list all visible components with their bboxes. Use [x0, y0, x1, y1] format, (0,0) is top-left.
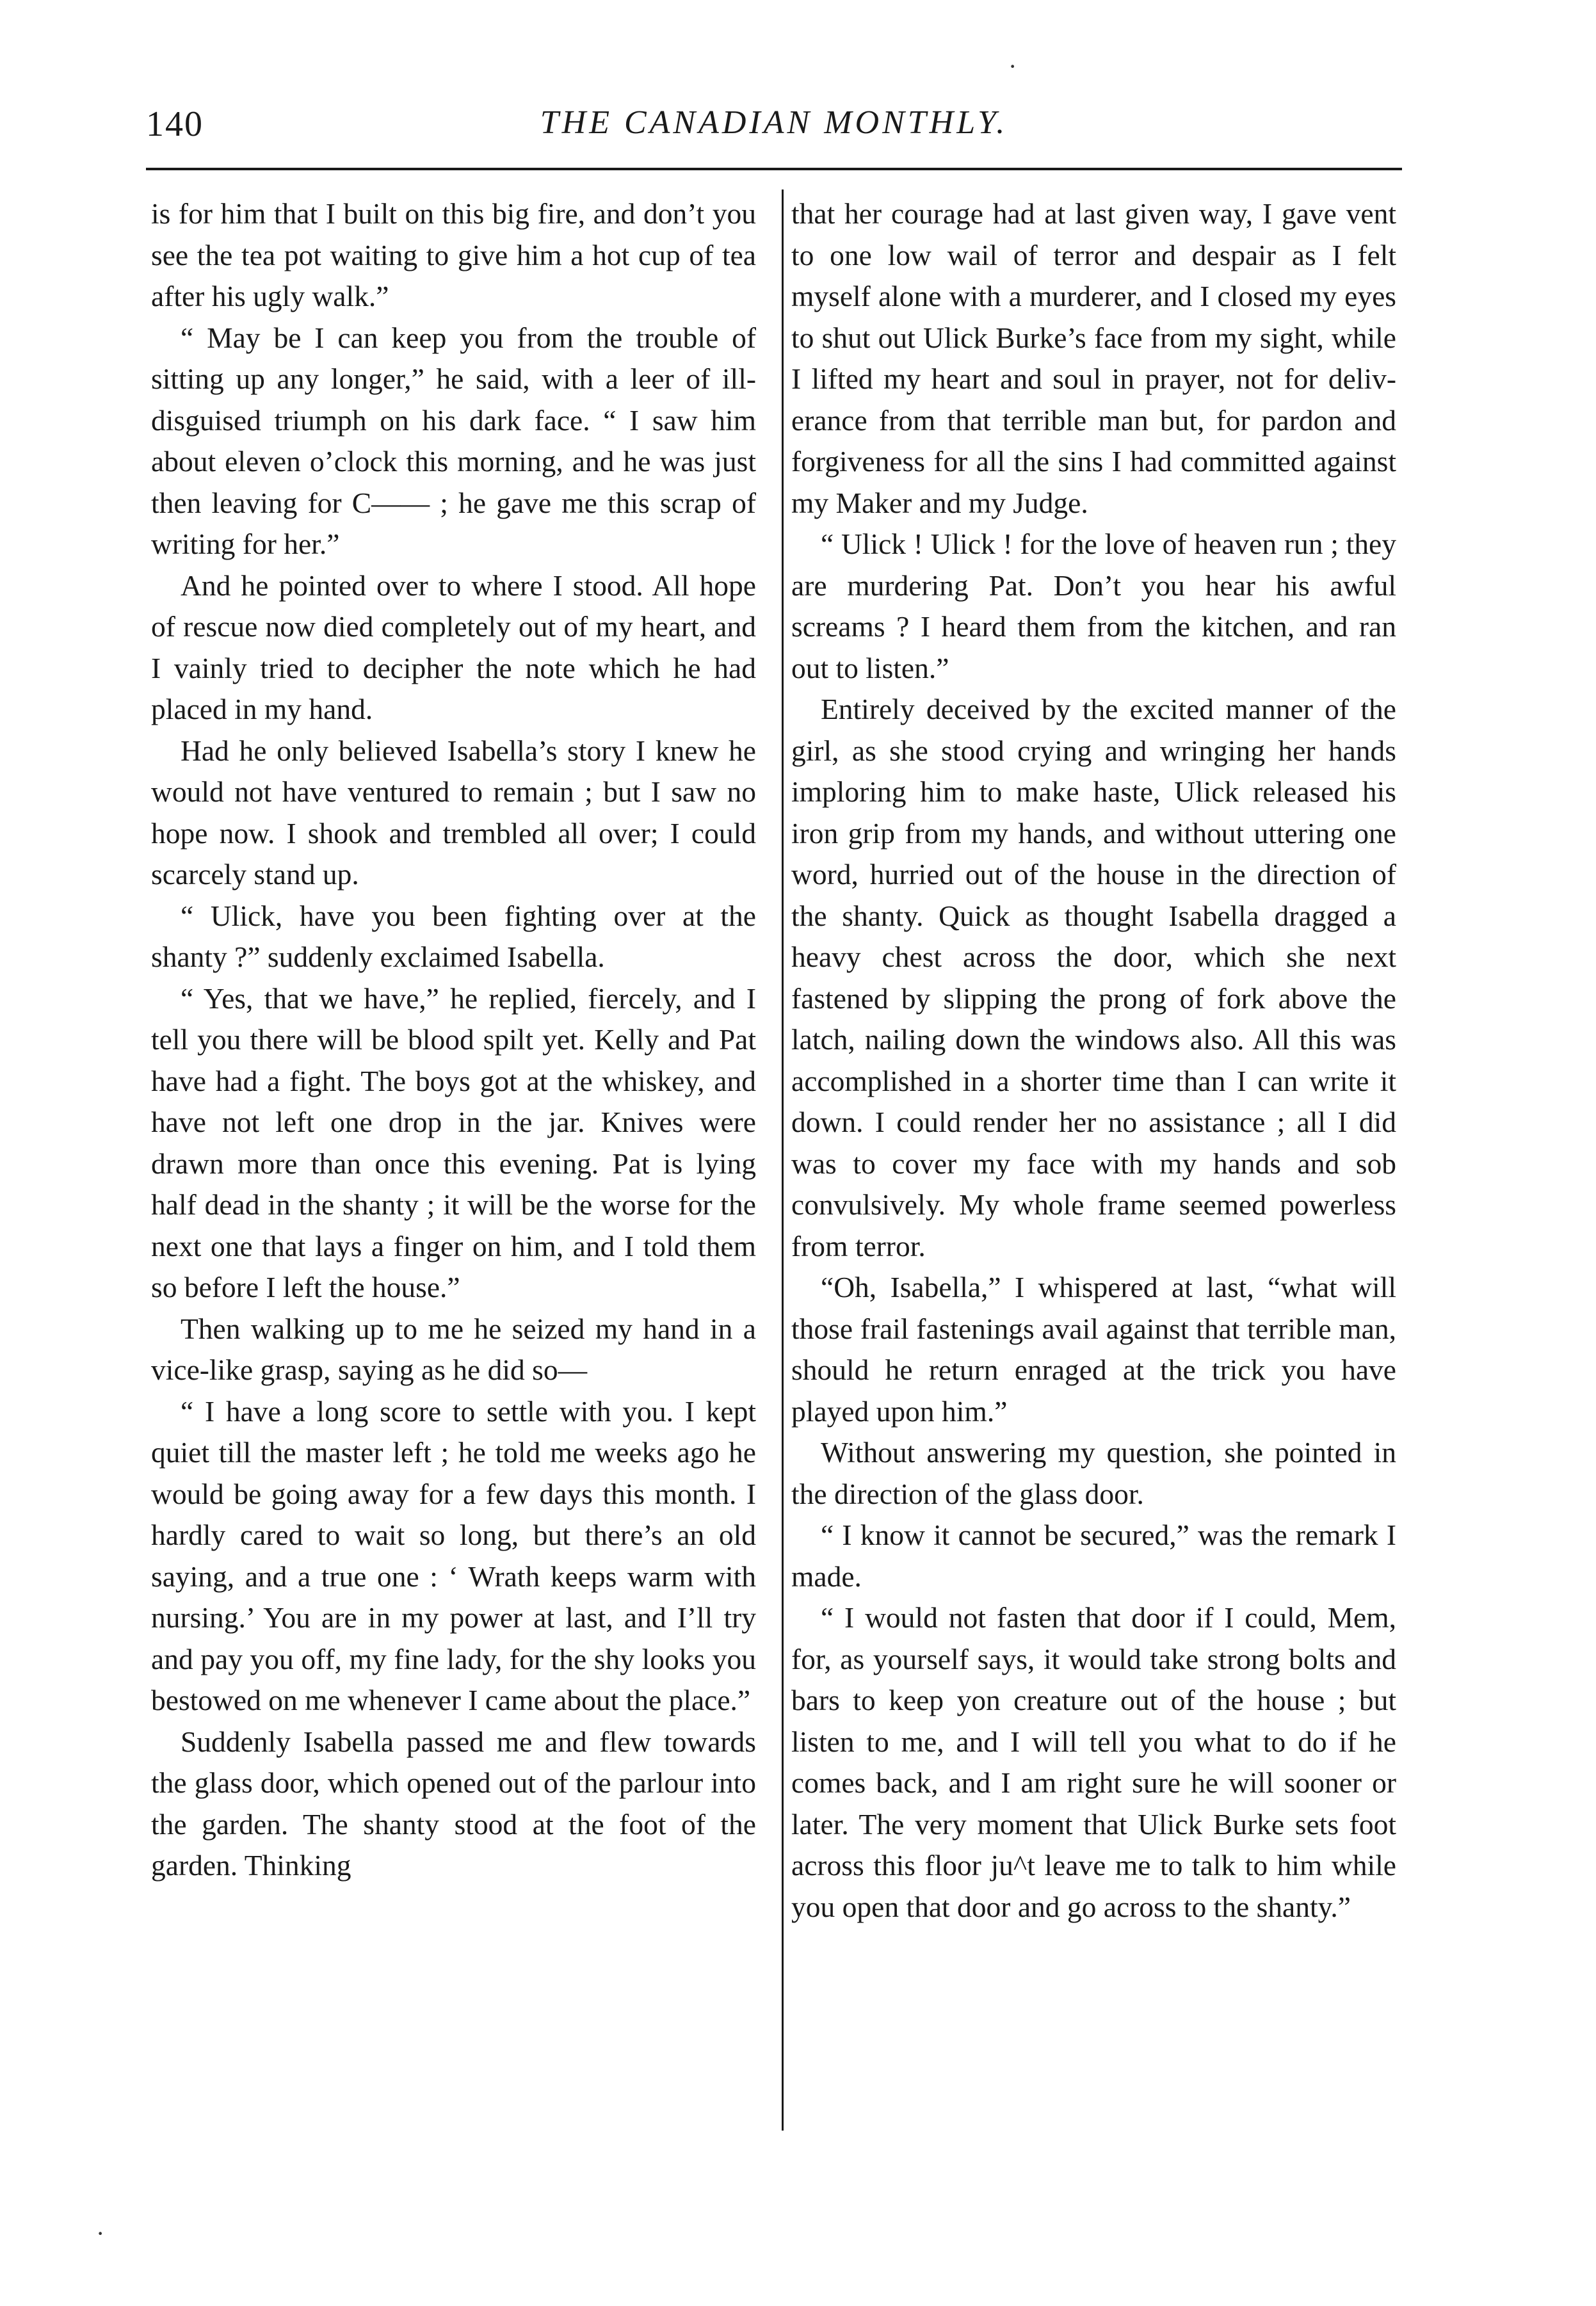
paragraph: “ Ulick, have you been fighting over at the shanty ?” suddenly exclaimed Isabella.	[151, 899, 756, 973]
header-rule	[146, 168, 1402, 170]
paragraph: Suddenly Isabella passed me and flew towards the glass door, which opened out of the parlour into the garden. The shanty stood at the foot of the garden. Thinking	[151, 1725, 756, 1882]
paragraph: “ I know it cannot be secured,” was the remark I made.	[791, 1519, 1396, 1593]
left-column	[151, 193, 756, 1887]
print-speck: ·	[1008, 52, 1017, 81]
page-number: 140	[146, 104, 204, 144]
paragraph: is for him that I built on this big fire, and don’t you see the tea pot waiting to give him a hot cup of tea after his ugly walk.”	[151, 197, 756, 312]
running-head: THE CANADIAN MONTHLY.	[540, 104, 1008, 141]
paragraph: “ May be I can keep you from the trouble of sitting up any longer,” he said, with a leer of ill-disguised triumph on his dark face. “ I saw him about eleven o’clock this morning, and he was just then leaving for C—— ; he gave me this scrap of writing for her.”	[151, 321, 756, 560]
paragraph: that her courage had at last given way, I gave vent to one low wail of terror and despair as I felt myself alone with a murderer, and I closed my eyes to shut out Ulick Burke’s face from my sight, while I lifted my heart and soul in prayer, not for deliverance from that terrible man but, for pardon and forgiveness for all the sins I had committed against my Maker and my Judge.	[791, 197, 1396, 519]
paragraph: Then walking up to me he seized my hand in a vice-like grasp, saying as he did so—	[151, 1312, 756, 1386]
paragraph: “ I have a long score to settle with you. I kept quiet till the master left ; he told me weeks ago he would be going away for a few days this month. I hardly cared to wait so long, but there’s an old saying, and a true one : ‘ Wrath keeps warm with nursing.’ You are in my power at last, and I’ll try and pay you off, my fine lady, for the shy looks you bestowed on me whenever I came about the place.”	[151, 1394, 756, 1716]
paragraph: “ I would not fasten that door if I could, Mem, for, as yourself says, it would take strong bolts and bars to keep yon creature out of the house ; but listen to me, and I will tell you what to do if he comes back, and I am right sure he will sooner or later. The very moment that Ulick Burke sets foot across this floor ju^t leave me to talk to him while you open that door and go across to the shanty.”	[791, 1601, 1396, 1923]
right-column	[791, 193, 1396, 1928]
page-header	[146, 96, 1402, 166]
paragraph: “ Yes, that we have,” he replied, fiercely, and I tell you there will be blood spilt yet. Kelly and Pat have had a fight. The boys got at the whiskey, and have not left one drop in the jar. Knives were drawn more than once this evening. Pat is lying half dead in the shanty ; it will be the worse for the next one that lays a finger on him, and I told them so before I left the house.”	[151, 981, 756, 1303]
paragraph: Without answering my question, she pointed in the direction of the glass door.	[791, 1436, 1396, 1510]
paragraph: Had he only believed Isabella’s story I knew he would not have ventured to remain ; but I saw no hope now. I shook and trembled all over; I could scarcely stand up.	[151, 734, 756, 891]
paragraph: “Oh, Isabella,” I whispered at last, “what will those frail fastenings avail against that terrible man, should he return enraged at the trick you have played upon him.”	[791, 1271, 1396, 1428]
print-speck: ·	[96, 2219, 105, 2248]
paragraph: And he pointed over to where I stood. All hope of rescue now died completely out of my heart, and I vainly tried to decipher the note which he had placed in my hand.	[151, 568, 756, 725]
paragraph: “ Ulick ! Ulick ! for the love of heaven run ; they are murdering Pat. Don’t you hear his awful screams ? I heard them from the kitchen, and ran out to listen.”	[791, 528, 1396, 684]
column-divider	[782, 189, 784, 2131]
paragraph: Entirely deceived by the excited manner of the girl, as she stood crying and wringing her hands imploring him to make haste, Ulick released his iron grip from my hands, and without uttering one word, hurried out of the house in the direction of the shanty. Quick as thought Isabella dragged a heavy chest across the door, which she next fastened by slipping the prong of fork above the latch, nailing down the windows also. All this was accomplished in a shorter time than I can write it down. I could render her no assistance ; all I did was to cover my face with my hands and sob convulsively. My whole frame seemed powerless from terror.	[791, 693, 1396, 1262]
